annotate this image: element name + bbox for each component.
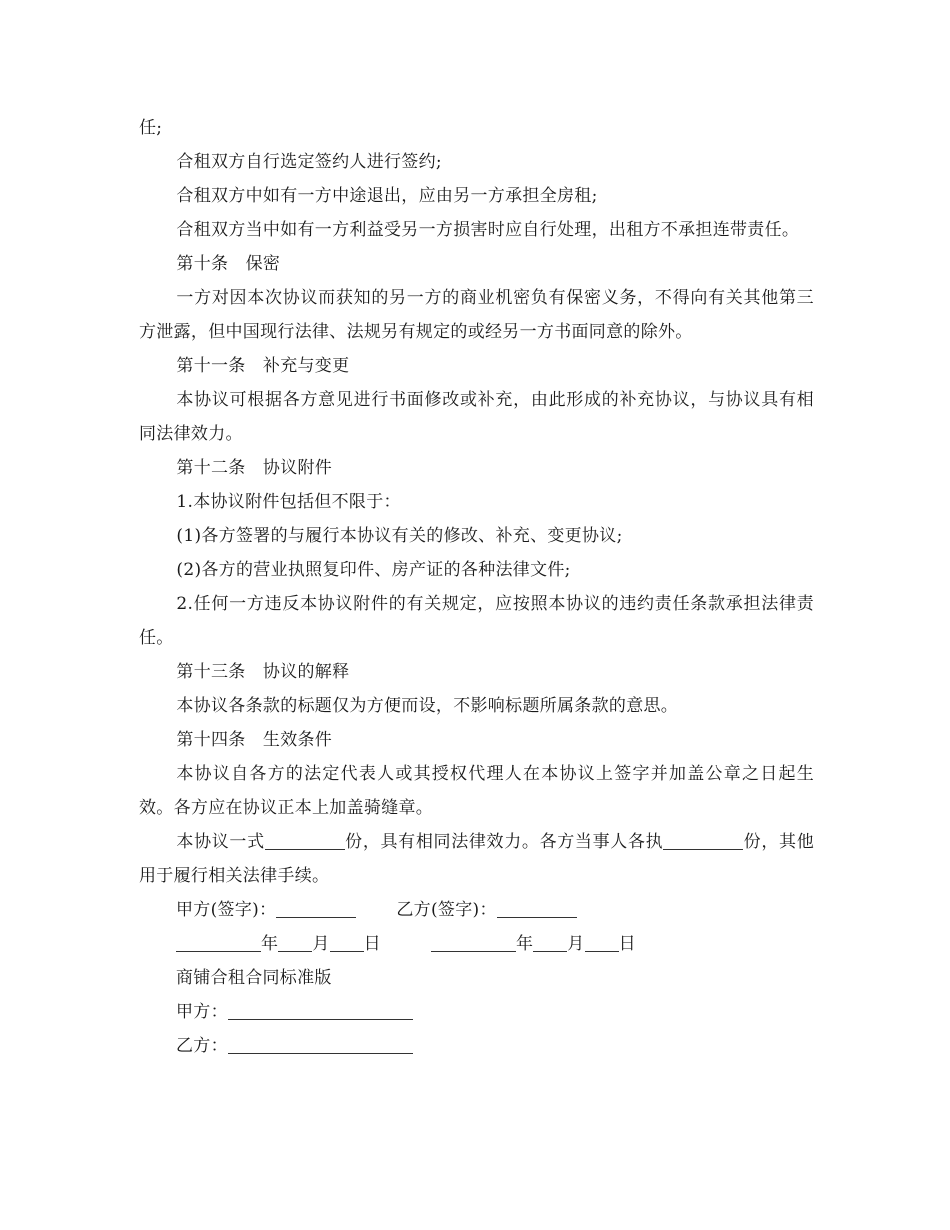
party-a-signature-label: 甲方(签字)：: [176, 900, 277, 920]
party-b-year-blank: [431, 933, 516, 952]
paragraph: 本协议各条款的标题仅为方便而设，不影响标题所属条款的意思。: [176, 696, 679, 716]
copies-middle: 份，具有相同法律效力。各方当事人各执: [344, 832, 664, 852]
party-a-year-blank: [176, 933, 261, 952]
year-label: 年: [261, 934, 279, 954]
paragraph: 合租双方当中如有一方利益受另一方损害时应自行处理，出租方不承担连带责任。: [176, 220, 800, 240]
paragraph: 本协议可根据各方意见进行书面修改或补充，由此形成的补充协议，与协议具有相同法律效力。: [139, 390, 814, 444]
day-label: 日: [363, 934, 381, 954]
copies-paragraph: [139, 825, 814, 893]
party-a-month-blank: [278, 933, 312, 952]
footer-title: 商铺合租合同标准版: [176, 968, 332, 988]
copies-each-blank: [663, 831, 743, 850]
party-b-signature-label: 乙方(签字)：: [396, 900, 497, 920]
date-line: [139, 927, 814, 961]
paragraph: (1)各方签署的与履行本协议有关的修改、补充、变更协议;: [176, 526, 623, 546]
party-b-day-blank: [585, 933, 619, 952]
paragraph: 合租双方中如有一方中途退出，应由另一方承担全房租;: [176, 186, 598, 206]
footer-party-b-blank: [228, 1035, 413, 1054]
footer-party-a-line: [139, 995, 814, 1029]
paragraph: 任;: [139, 118, 163, 138]
signature-line: [139, 893, 814, 927]
footer-party-b-line: [139, 1029, 814, 1063]
copies-count-blank: [265, 831, 345, 850]
footer-party-a-blank: [228, 1001, 413, 1020]
party-b-month-blank: [533, 933, 567, 952]
article-heading-10: 第十条 保密: [176, 254, 281, 274]
paragraph: 合租双方自行选定签约人进行签约;: [176, 152, 442, 172]
copies-prefix: 本协议一式: [176, 832, 265, 852]
article-heading-14: 第十四条 生效条件: [176, 730, 333, 750]
paragraph: 本协议自各方的法定代表人或其授权代理人在本协议上签字并加盖公章之日起生效。各方应在协议正本上加盖骑缝章。: [139, 764, 814, 818]
article-heading-12: 第十二条 协议附件: [176, 458, 333, 478]
copies-suffix: 份，其他用于履行相关法律手续。: [139, 832, 814, 886]
paragraph: 一方对因本次协议而获知的另一方的商业机密负有保密义务，不得向有关其他第三方泄露，但中国现行法律、法规另有规定的或经另一方书面同意的除外。: [139, 288, 814, 342]
document-body: [139, 111, 814, 1063]
footer-party-a-label: 甲方：: [176, 1002, 228, 1022]
article-heading-11: 第十一条 补充与变更: [176, 356, 350, 376]
footer-party-b-label: 乙方：: [176, 1036, 228, 1056]
month-label: 月: [312, 934, 330, 954]
paragraph: 1.本协议附件包括但不限于：: [176, 492, 401, 512]
day-label: 日: [618, 934, 636, 954]
year-label: 年: [515, 934, 534, 954]
article-heading-13: 第十三条 协议的解释: [176, 662, 350, 682]
month-label: 月: [567, 934, 585, 954]
party-a-signature-blank: [276, 899, 356, 918]
paragraph: 2.任何一方违反本协议附件的有关规定，应按照本协议的违约责任条款承担法律责任。: [139, 594, 814, 648]
party-b-signature-blank: [497, 899, 577, 918]
party-a-day-blank: [330, 933, 364, 952]
paragraph: (2)各方的营业执照复印件、房产证的各种法律文件;: [176, 560, 571, 580]
